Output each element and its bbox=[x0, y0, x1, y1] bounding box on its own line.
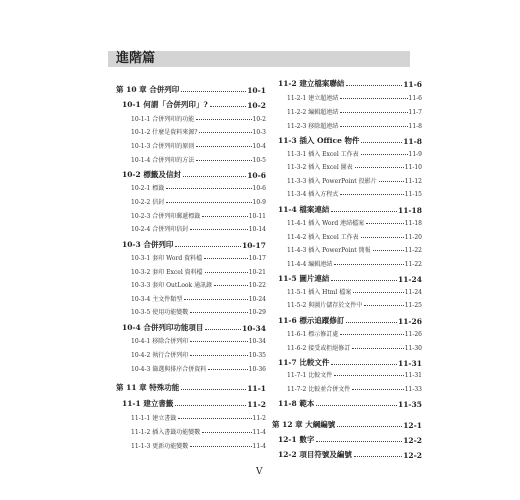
dot-leader bbox=[364, 305, 403, 306]
toc-entry-label: 第 11 章 特殊功能 bbox=[116, 383, 180, 392]
dot-leader bbox=[353, 292, 403, 293]
toc-entry-label: 10-4 合併列印功能項目 bbox=[122, 323, 204, 332]
toc-entry bbox=[287, 384, 422, 393]
dot-leader bbox=[331, 364, 397, 365]
toc-entry-label: 10-2-3 合併列印郵遞標籤 bbox=[131, 213, 201, 220]
toc-entry bbox=[122, 239, 266, 250]
toc-entry bbox=[278, 135, 422, 146]
toc-entry-label: 10-1-2 什麼是資料來源? bbox=[131, 129, 198, 136]
toc-entry-label: 11-3 插入 Office 物件 bbox=[278, 136, 360, 145]
dot-leader bbox=[199, 132, 251, 133]
toc-entry bbox=[278, 315, 422, 326]
toc-entry bbox=[131, 336, 266, 345]
toc-entry-label: 11-1-2 插入書籤功能變數 bbox=[131, 429, 201, 436]
toc-entry-page: 11-24 bbox=[398, 275, 422, 284]
dot-leader bbox=[202, 216, 247, 217]
toc-entry-page: 11-31 bbox=[404, 372, 422, 379]
toc-entry-page: 11-1 bbox=[247, 384, 266, 393]
toc-entry-label: 10-2-2 信封 bbox=[131, 199, 165, 206]
toc-entry bbox=[131, 350, 266, 359]
toc-entry-label: 10-3-4 主文件類型 bbox=[131, 296, 183, 303]
toc-entry-label: 11-3-4 插入方程式 bbox=[287, 191, 339, 198]
toc-entry-page: 11-2 bbox=[252, 415, 266, 422]
dot-leader bbox=[181, 91, 246, 92]
dot-leader bbox=[316, 441, 402, 442]
toc-entry-page: 11-25 bbox=[404, 302, 422, 309]
dot-leader bbox=[366, 223, 404, 224]
toc-entry-page: 11-18 bbox=[398, 206, 422, 215]
toc-entry bbox=[116, 382, 266, 393]
toc-entry-label: 第 10 章 合併列印 bbox=[116, 85, 180, 94]
toc-entry-page: 10-17 bbox=[248, 255, 266, 262]
toc-entry bbox=[287, 149, 422, 158]
toc-entry-page: 10-24 bbox=[248, 296, 266, 303]
toc-entry-label: 10-2-4 合併列印信封 bbox=[131, 226, 189, 233]
toc-entry-page: 11-22 bbox=[404, 261, 422, 268]
toc-entry-label: 10-4-3 篩選與排序合併資料 bbox=[131, 366, 207, 373]
dot-leader bbox=[334, 264, 403, 265]
toc-entry-label: 11-2 建立檔案聯結 bbox=[278, 79, 345, 88]
dot-leader bbox=[379, 181, 404, 182]
toc-entry bbox=[287, 300, 422, 309]
toc-entry bbox=[122, 322, 266, 333]
dot-leader bbox=[340, 334, 403, 335]
toc-entry-label: 10-1 何謂「合併列印」? bbox=[122, 100, 208, 109]
toc-entry bbox=[278, 398, 422, 409]
dot-leader bbox=[190, 446, 251, 447]
dot-leader bbox=[196, 146, 251, 147]
toc-entry-label: 11-1-1 建立書籤 bbox=[131, 415, 177, 422]
toc-entry bbox=[131, 141, 266, 150]
toc-entry-page: 10-17 bbox=[242, 241, 266, 250]
toc-entry-label: 11-1-3 更新功能變數 bbox=[131, 443, 189, 450]
toc-entry-page: 10-1 bbox=[247, 86, 266, 95]
toc-entry-label: 11-7-1 比較文件 bbox=[287, 372, 333, 379]
toc-entry bbox=[287, 287, 422, 296]
toc-entry-page: 11-4 bbox=[252, 429, 266, 436]
toc-entry bbox=[131, 155, 266, 164]
toc-entry-page: 11-6 bbox=[403, 80, 422, 89]
dot-leader bbox=[373, 250, 404, 251]
toc-entry-label: 11-2-2 編輯超連結 bbox=[287, 109, 339, 116]
dot-leader bbox=[346, 322, 397, 323]
toc-entry-label: 10-2-1 標籤 bbox=[131, 185, 165, 192]
toc-entry-page: 11-10 bbox=[404, 164, 422, 171]
toc-entry-page: 11-20 bbox=[404, 234, 422, 241]
toc-entry bbox=[122, 398, 266, 409]
toc-entry-page: 10-9 bbox=[252, 199, 266, 206]
toc-entry bbox=[287, 329, 422, 338]
toc-entry-page: 11-4 bbox=[252, 443, 266, 450]
toc-entry-label: 11-2-3 移除超連結 bbox=[287, 123, 339, 130]
toc-entry bbox=[287, 232, 422, 241]
dot-leader bbox=[331, 280, 397, 281]
dot-leader bbox=[340, 112, 407, 113]
toc-entry-page: 10-21 bbox=[248, 269, 266, 276]
toc-entry bbox=[287, 176, 422, 185]
toc-entry bbox=[287, 245, 422, 254]
toc-entry bbox=[131, 294, 266, 303]
toc-entry-page: 10-22 bbox=[248, 282, 266, 289]
toc-entry-page: 11-30 bbox=[404, 345, 422, 352]
dot-leader bbox=[355, 167, 404, 168]
toc-entry bbox=[131, 253, 266, 262]
toc-entry-label: 11-4 檔案連結 bbox=[278, 205, 330, 214]
toc-entry bbox=[278, 357, 422, 368]
toc-entry-label: 10-3-1 套印 Word 資料檔 bbox=[131, 255, 203, 262]
dot-leader bbox=[337, 426, 402, 427]
dot-leader bbox=[196, 160, 251, 161]
toc-entry bbox=[131, 280, 266, 289]
toc-entry-label: 11-4-3 插入 PowerPoint 簡報 bbox=[287, 247, 371, 254]
toc-entry bbox=[287, 189, 422, 198]
toc-entry-label: 10-3-3 套印 OutLook 通訊錄 bbox=[131, 282, 213, 289]
dot-leader bbox=[352, 389, 403, 390]
toc-entry-label: 11-5 圖片連結 bbox=[278, 274, 330, 283]
dot-leader bbox=[196, 119, 251, 120]
toc-entry bbox=[272, 419, 422, 430]
toc-entry bbox=[278, 273, 422, 284]
toc-entry-label: 11-6 標示追蹤修訂 bbox=[278, 316, 345, 325]
dot-leader bbox=[202, 432, 251, 433]
toc-entry bbox=[131, 427, 266, 436]
toc-entry-page: 11-8 bbox=[408, 123, 422, 130]
toc-entry bbox=[287, 107, 422, 116]
toc-entry-label: 11-4-1 插入 Word 連結檔案 bbox=[287, 220, 365, 227]
toc-entry bbox=[131, 441, 266, 450]
dot-leader bbox=[181, 389, 246, 390]
toc-entry-label: 10-3 合併列印 bbox=[122, 240, 174, 249]
toc-entry-page: 10-35 bbox=[248, 352, 266, 359]
toc-entry-page: 10-4 bbox=[252, 143, 266, 150]
toc-entry-page: 11-15 bbox=[404, 191, 422, 198]
toc-entry bbox=[131, 307, 266, 316]
toc-entry-page: 11-31 bbox=[398, 359, 422, 368]
dot-leader bbox=[346, 85, 402, 86]
toc-entry bbox=[131, 364, 266, 373]
toc-entry-label: 第 12 章 大綱編號 bbox=[272, 420, 336, 429]
toc-entry bbox=[278, 434, 422, 445]
toc-entry-label: 11-7 比較文件 bbox=[278, 358, 330, 367]
toc-entry-page: 11-24 bbox=[404, 289, 422, 296]
toc-entry bbox=[131, 267, 266, 276]
section-title: 進階篇 bbox=[116, 51, 156, 66]
toc-entry-page: 10-2 bbox=[252, 116, 266, 123]
toc-entry-label: 10-1-3 合併列印的原則 bbox=[131, 143, 195, 150]
toc-entry bbox=[116, 84, 266, 95]
toc-entry bbox=[131, 211, 266, 220]
toc-entry bbox=[287, 93, 422, 102]
dot-leader bbox=[175, 405, 246, 406]
toc-entry-page: 12-2 bbox=[403, 436, 422, 445]
dot-leader bbox=[204, 258, 248, 259]
toc-entry-page: 11-9 bbox=[408, 151, 422, 158]
toc-entry-label: 11-5-1 插入 Html 檔案 bbox=[287, 289, 352, 296]
toc-entry bbox=[287, 121, 422, 130]
toc-entry-label: 10-4-1 移除合併列印 bbox=[131, 338, 189, 345]
toc-entry-page: 10-34 bbox=[242, 324, 266, 333]
toc-entry bbox=[287, 259, 422, 268]
dot-leader bbox=[166, 202, 251, 203]
toc-entry-page: 11-22 bbox=[404, 247, 422, 254]
toc-entry-page: 10-11 bbox=[248, 213, 266, 220]
toc-entry-label: 10-4-2 執行合併列印 bbox=[131, 352, 189, 359]
dot-leader bbox=[331, 211, 397, 212]
toc-entry-page: 10-29 bbox=[248, 309, 266, 316]
toc-entry-page: 11-8 bbox=[403, 137, 422, 146]
toc-entry-label: 11-6-1 標示修訂處 bbox=[287, 331, 339, 338]
toc-entry bbox=[287, 370, 422, 379]
dot-leader bbox=[190, 229, 247, 230]
toc-entry-label: 11-3-1 插入 Excel 工作表 bbox=[287, 151, 359, 158]
dot-leader bbox=[210, 106, 246, 107]
dot-leader bbox=[208, 369, 247, 370]
toc-entry-page: 11-26 bbox=[398, 317, 422, 326]
toc-entry-page: 10-2 bbox=[247, 101, 266, 110]
dot-leader bbox=[190, 312, 247, 313]
dot-leader bbox=[190, 341, 247, 342]
dot-leader bbox=[175, 246, 241, 247]
dot-leader bbox=[352, 348, 403, 349]
toc-entry-label: 10-2 標籤及信封 bbox=[122, 170, 181, 179]
toc-entry-label: 11-1 建立書籤 bbox=[122, 399, 174, 408]
dot-leader bbox=[316, 405, 397, 406]
toc-entry bbox=[131, 127, 266, 136]
toc-entry-page: 11-7 bbox=[408, 109, 422, 116]
toc-entry-label: 11-4-4 編輯連結 bbox=[287, 261, 333, 268]
toc-entry bbox=[278, 204, 422, 215]
toc-entry-label: 11-2-1 建立超連結 bbox=[287, 95, 339, 102]
toc-entry-page: 11-6 bbox=[408, 95, 422, 102]
toc-entry bbox=[278, 78, 422, 89]
toc-entry-page: 12-1 bbox=[403, 421, 422, 430]
dot-leader bbox=[214, 285, 248, 286]
dot-leader bbox=[183, 176, 246, 177]
page-number: V bbox=[256, 467, 263, 477]
dot-leader bbox=[184, 299, 247, 300]
toc-entry-label: 10-3-2 套印 Excel 資料檔 bbox=[131, 269, 203, 276]
toc-entry bbox=[131, 197, 266, 206]
toc-entry-label: 11-6-2 接受或拒絕修訂 bbox=[287, 345, 351, 352]
toc-entry-page: 10-34 bbox=[248, 338, 266, 345]
toc-entry-label: 11-5-2 與圖片儲存於文件中 bbox=[287, 302, 363, 309]
toc-entry-page: 11-35 bbox=[398, 400, 422, 409]
toc-entry bbox=[287, 343, 422, 352]
toc-entry-page: 11-18 bbox=[404, 220, 422, 227]
toc-entry-label: 11-3-3 插入 PowerPoint 投影片 bbox=[287, 178, 377, 185]
toc-entry-label: 11-3-2 插入 Excel 圖表 bbox=[287, 164, 353, 171]
toc-entry-label: 11-8 範本 bbox=[278, 399, 315, 408]
toc-entry-label: 10-3-5 使用功能變數 bbox=[131, 309, 189, 316]
dot-leader bbox=[340, 98, 407, 99]
dot-leader bbox=[361, 237, 404, 238]
toc-entry-label: 10-1-4 合併列印的方法 bbox=[131, 157, 195, 164]
dot-leader bbox=[205, 329, 241, 330]
toc-entry-page: 11-26 bbox=[404, 331, 422, 338]
toc-entry-page: 12-2 bbox=[403, 451, 422, 460]
toc-entry bbox=[131, 114, 266, 123]
dot-leader bbox=[190, 355, 247, 356]
toc-entry-page: 10-3 bbox=[252, 129, 266, 136]
toc-entry-page: 10-14 bbox=[248, 226, 266, 233]
toc-entry bbox=[278, 449, 422, 460]
dot-leader bbox=[178, 418, 251, 419]
toc-entry-label: 10-1-1 合併列印的功能 bbox=[131, 116, 195, 123]
toc-entry-page: 10-6 bbox=[247, 171, 266, 180]
toc-entry-label: 12-1 數字 bbox=[278, 435, 315, 444]
toc-entry-page: 11-33 bbox=[404, 386, 422, 393]
dot-leader bbox=[361, 154, 408, 155]
toc-entry bbox=[122, 169, 266, 180]
dot-leader bbox=[334, 375, 403, 376]
toc-entry bbox=[287, 162, 422, 171]
toc-entry bbox=[131, 413, 266, 422]
toc-entry-label: 12-2 項目符號及編號 bbox=[278, 450, 352, 459]
dot-leader bbox=[205, 272, 248, 273]
dot-leader bbox=[340, 194, 403, 195]
toc-entry bbox=[131, 183, 266, 192]
toc-entry-page: 11-2 bbox=[247, 400, 266, 409]
toc-entry-label: 11-4-2 插入 Excel 工作表 bbox=[287, 234, 359, 241]
toc-entry-page: 10-36 bbox=[248, 366, 266, 373]
toc-entry bbox=[122, 99, 266, 110]
toc-entry-page: 10-6 bbox=[252, 185, 266, 192]
toc-entry bbox=[287, 218, 422, 227]
toc-entry-page: 10-5 bbox=[252, 157, 266, 164]
dot-leader bbox=[354, 456, 402, 457]
dot-leader bbox=[340, 126, 407, 127]
toc-entry bbox=[131, 224, 266, 233]
dot-leader bbox=[361, 142, 402, 143]
toc-entry-label: 11-7-2 比較並合併文件 bbox=[287, 386, 351, 393]
dot-leader bbox=[166, 188, 251, 189]
toc-entry-page: 11-12 bbox=[404, 178, 422, 185]
